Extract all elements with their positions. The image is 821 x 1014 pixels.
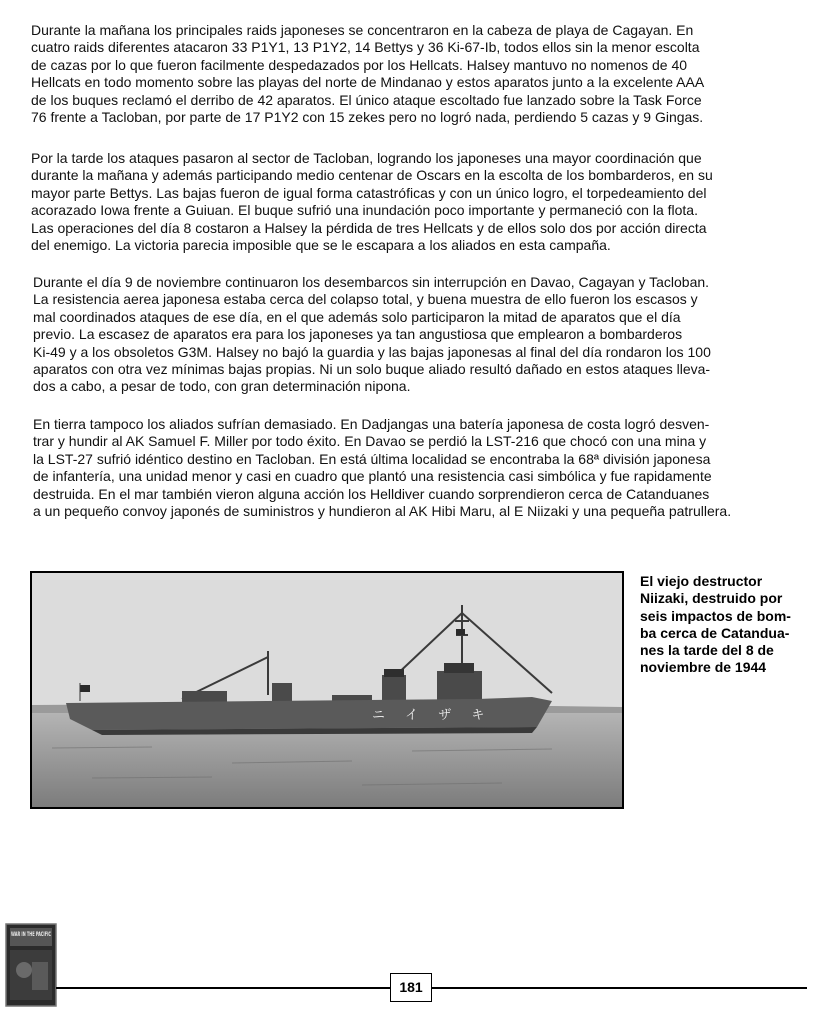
paragraph-1	[31, 22, 704, 126]
stern-flag-icon	[80, 685, 90, 692]
text-line: acorazado Iowa frente a Guiuan. El buque sufrió una inundación poco importante y permaneció con la flota.	[31, 202, 698, 219]
paragraph-4	[33, 416, 731, 520]
page-number: 181	[390, 973, 432, 1002]
text-line: del enemigo. La victoria parecia imposible que se le escapara a los aliados en esta campaña.	[31, 237, 611, 254]
text-line: aparatos con otra vez mínimas bajas propias. Ni un solo buque aliado resultó dañado en estos ataques lleva-	[33, 361, 711, 378]
mast-flag-icon	[456, 629, 465, 635]
text-line: a un pequeño convoy japonés de suministros y hundieron al AK Hibi Maru, al E Niizaki y una pequeña patrullera.	[33, 503, 732, 520]
text-line: de cazas por lo que fueron facilmente despedazados por los Hellcats. Halsey mantuvo no nomenos de 40	[31, 56, 688, 73]
text-line: durante la mañana y además participando medio centenar de Oscars en la escolta de los bombarderos, en su	[31, 167, 713, 184]
text-line: trar y hundir al AK Samuel F. Miller por todo éxito. En Davao se perdió la LST-216 que chocó con una mina y	[33, 433, 707, 450]
text-line: la LST-27 sufrió idéntico destino en Tacloban. En está última localidad se encontraba la 68ª división japonesa	[33, 450, 711, 467]
text-line: La resistencia aerea japonesa estaba cerca del colapso total, y buena muestra de ello fueron los escasos y	[33, 291, 698, 308]
text-line: de infantería, una unidad menor y casi en cuadro que plantó una resistencia casi simbólica y fue rapidamente	[33, 468, 712, 485]
text-line: Durante la mañana los principales raids japoneses se concentraron en la cabeza de playa de Cagayan. En	[31, 22, 694, 38]
text-line: mayor parte Bettys. Las bajas fueron de igual forma catastróficas y con un único logro, el torpedeamiento del	[31, 184, 707, 201]
book-cover-icon	[4, 922, 58, 1008]
caption-line: seis impactos de bom-	[640, 607, 791, 624]
photo-caption	[640, 573, 791, 677]
text-line: Por la tarde los ataques pasaron al sector de Tacloban, logrando los japoneses una mayor coordinación que	[31, 150, 702, 166]
text-line: mal coordinados ataques de ese día, en el que además solo participaron la mitad de aparatos que el día	[33, 308, 681, 325]
text-line: Durante el día 9 de noviembre continuaron los desembarcos sin interrupción en Davao, Cagayan y Tacloban.	[33, 274, 710, 290]
ship-photo	[30, 571, 624, 809]
footer-rule-left	[56, 987, 390, 989]
footer-rule-right	[432, 987, 807, 989]
sky	[32, 573, 622, 718]
text-line: dos a cabo, a pesar de todo, con gran determinación nipona.	[33, 378, 411, 395]
caption-line: El viejo destructor	[640, 573, 763, 589]
text-line: En tierra tampoco los aliados sufrían demasiado. En Dadjangas una batería japonesa de costa logró desven-	[33, 416, 710, 432]
paragraph-2	[31, 150, 713, 254]
text-line: Las operaciones del día 8 costaron a Halsey la pérdida de tres Hellcats y de ellos solo dos por acción directa	[31, 219, 707, 236]
text-line: Hellcats en todo momento sobre las playas del norte de Mindanao y estos aparatos junto a la excelente AAA	[31, 74, 705, 91]
caption-line: Niizaki, destruido por	[640, 590, 783, 607]
book-cover-title: WAR IN THE PACIFIC	[11, 931, 52, 938]
hull-marking: ニ イ ザ キ	[372, 708, 493, 723]
caption-line: ba cerca de Catandua-	[640, 624, 790, 641]
text-line: de los buques reclamó el derribo de 42 aparatos. El único ataque escoltado fue lanzado sobre la Task Force	[31, 91, 702, 108]
destroyer-illustration	[32, 573, 622, 807]
paragraph-3	[33, 274, 711, 396]
caption-line: nes la tarde del 8 de	[640, 642, 774, 659]
text-line: cuatro raids diferentes atacaron 33 P1Y1, 13 P1Y2, 14 Bettys y 36 Ki-67-Ib, todos ellos sin la menor escolta	[31, 39, 700, 56]
text-line: destruida. En el mar también vieron alguna acción los Helldiver cuando sorprendieron cerca de Catanduanes	[33, 485, 710, 502]
text-line: 76 frente a Tacloban, por parte de 17 P1Y2 con 15 zekes pero no logró nada, perdiendo 5 cazas y 9 Gingas.	[31, 109, 704, 126]
caption-line: noviembre de 1944	[640, 659, 767, 676]
text-line: Ki-49 y a los obsoletos G3M. Halsey no bajó la guardia y las bajas japonesas al final del día rondaron los 100	[33, 343, 711, 360]
text-line: previo. La escasez de aparatos era para los japoneses ya tan angustiosa que emplearon a bombarderos	[33, 326, 683, 343]
